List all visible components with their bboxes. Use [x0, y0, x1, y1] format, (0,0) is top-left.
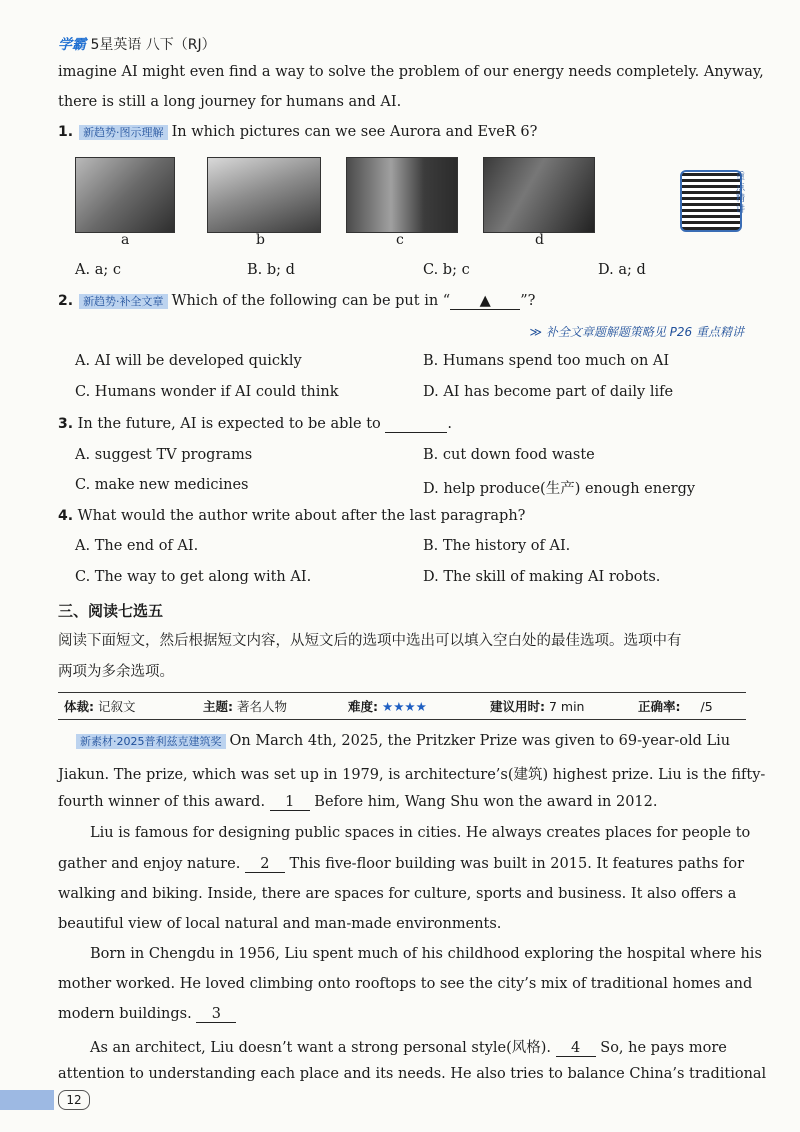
trend-tag: 新趋势·图示理解	[79, 125, 168, 140]
page-number: 12	[58, 1090, 90, 1110]
question-3: 3. In the future, AI is expected to be able to .	[58, 416, 453, 432]
article-text: Before him, Wang Shu won the award in 2012.	[314, 794, 658, 810]
option-d[interactable]: D. AI has become part of daily life	[423, 384, 674, 400]
option-b[interactable]: B. The history of AI.	[423, 538, 571, 554]
question-text: In which pictures can we see Aurora and EveR 6?	[171, 124, 538, 140]
article-text: On March 4th, 2025, the Pritzker Prize was given to 69-year-old Liu	[229, 733, 731, 749]
difficulty-label: 难度:	[348, 699, 378, 714]
option-d[interactable]: D. The skill of making AI robots.	[423, 569, 661, 585]
accuracy-label: 正确率:	[638, 699, 681, 714]
question-number: 2.	[58, 293, 74, 309]
blank-4: 4	[556, 1040, 596, 1057]
article-line	[90, 1036, 727, 1057]
passage-line: there is still a long journey for humans and AI.	[58, 94, 402, 110]
option-c[interactable]: C. b; c	[423, 262, 470, 278]
option-b[interactable]: B. b; d	[247, 262, 295, 278]
blank-marker: ▲	[479, 293, 491, 309]
option-a[interactable]: A. suggest TV programs	[75, 447, 253, 463]
question-text: Which of the following can be put in “	[171, 293, 451, 309]
option-c[interactable]: C. make new medicines	[75, 477, 249, 493]
accuracy-value: /5	[700, 699, 713, 714]
strategy-tip: ≫ 补全文章题解题策略见 P26 重点精讲	[529, 325, 744, 339]
qr-label: 重点精讲	[736, 172, 746, 215]
article-text: As an architect, Liu doesn’t want a strong personal style(风格).	[90, 1040, 552, 1056]
footer-accent	[0, 1090, 54, 1110]
article-line	[58, 1006, 236, 1023]
article-line: Born in Chengdu in 1956, Liu spent much of his childhood exploring the hospital where his	[90, 946, 762, 962]
instruction-line: 两项为多余选项。	[58, 664, 174, 680]
article-text: modern buildings.	[58, 1006, 192, 1022]
time-label: 建议用时:	[490, 699, 545, 714]
article-text: This five-floor building was built in 2015. It features paths for	[289, 856, 745, 872]
brand-logo: 学霸	[58, 37, 86, 53]
article-line	[58, 856, 744, 873]
instruction-line: 阅读下面短文，然后根据短文内容，从短文后的选项中选出可以填入空白处的最佳选项。选项中有	[58, 633, 682, 649]
genre-value: 记叙文	[97, 699, 136, 714]
picture-a	[75, 157, 175, 233]
article-line: walking and biking. Inside, there are spaces for culture, sports and business. It also offers a	[58, 886, 737, 902]
question-text: What would the author write about after the last paragraph?	[77, 508, 526, 524]
question-number: 1.	[58, 124, 74, 140]
option-c[interactable]: C. Humans wonder if AI could think	[75, 384, 339, 400]
option-a[interactable]: A. AI will be developed quickly	[75, 353, 302, 369]
picture-label: a	[121, 232, 130, 248]
article-line: mother worked. He loved climbing onto rooftops to see the city’s mix of traditional homes and	[58, 976, 753, 992]
question-4	[58, 508, 525, 524]
picture-label: d	[535, 232, 544, 248]
genre-label: 体裁:	[64, 699, 94, 714]
option-d[interactable]: D. a; d	[598, 262, 646, 278]
article-line	[58, 794, 658, 811]
article-line: Liu is famous for designing public spaces in cities. He always creates places for people to	[90, 825, 751, 841]
option-b[interactable]: B. cut down food waste	[423, 447, 595, 463]
book-title: 5星英语 八下（RJ）	[90, 37, 216, 53]
topic-label: 主题:	[203, 699, 233, 714]
article-line: attention to understanding each place and its needs. He also tries to balance China’s traditional	[58, 1066, 767, 1082]
qr-code[interactable]	[680, 170, 742, 232]
article-line: beautiful view of local natural and man-made environments.	[58, 916, 502, 932]
blank-2: 2	[245, 856, 285, 873]
question-number: 4.	[58, 508, 74, 524]
picture-c	[346, 157, 458, 233]
page-header	[58, 34, 216, 54]
material-tag: 新素材·2025普利兹克建筑奖	[76, 734, 226, 749]
question-number: 3.	[58, 416, 74, 432]
difficulty-stars: ★★★★	[381, 699, 427, 714]
article-text: gather and enjoy nature.	[58, 856, 241, 872]
answer-blank	[450, 293, 520, 310]
reading-info-bar	[58, 692, 746, 720]
article-text: So, he pays more	[600, 1040, 727, 1056]
article-line: Jiakun. The prize, which was set up in 1979, is architecture’s(建筑) highest prize. Liu is the fifty-	[58, 767, 766, 783]
picture-d	[483, 157, 595, 233]
question-2	[58, 293, 535, 310]
option-b[interactable]: B. Humans spend too much on AI	[423, 353, 670, 369]
question-text: In the future, AI is expected to be able to	[77, 416, 381, 432]
option-a[interactable]: A. a; c	[75, 262, 121, 278]
blank-1: 1	[270, 794, 310, 811]
option-a[interactable]: A. The end of AI.	[75, 538, 199, 554]
section-title: 三、阅读七选五	[58, 602, 164, 620]
topic-value: 著名人物	[236, 699, 287, 714]
picture-label: b	[256, 232, 265, 248]
article-text: fourth winner of this award.	[58, 794, 266, 810]
picture-b	[207, 157, 321, 233]
article-line	[58, 733, 730, 749]
question-text-end: ”?	[520, 293, 536, 309]
time-value: 7 min	[548, 699, 585, 714]
blank-3: 3	[196, 1006, 236, 1023]
passage-line: imagine AI might even find a way to solve the problem of our energy needs completely. Anyway,	[58, 64, 764, 80]
option-d[interactable]: D. help produce(生产) enough energy	[423, 481, 696, 497]
question-1	[58, 124, 537, 140]
trend-tag: 新趋势·补全文章	[79, 294, 168, 309]
answer-blank	[385, 416, 447, 433]
option-c[interactable]: C. The way to get along with AI.	[75, 569, 312, 585]
picture-label: c	[396, 232, 404, 248]
